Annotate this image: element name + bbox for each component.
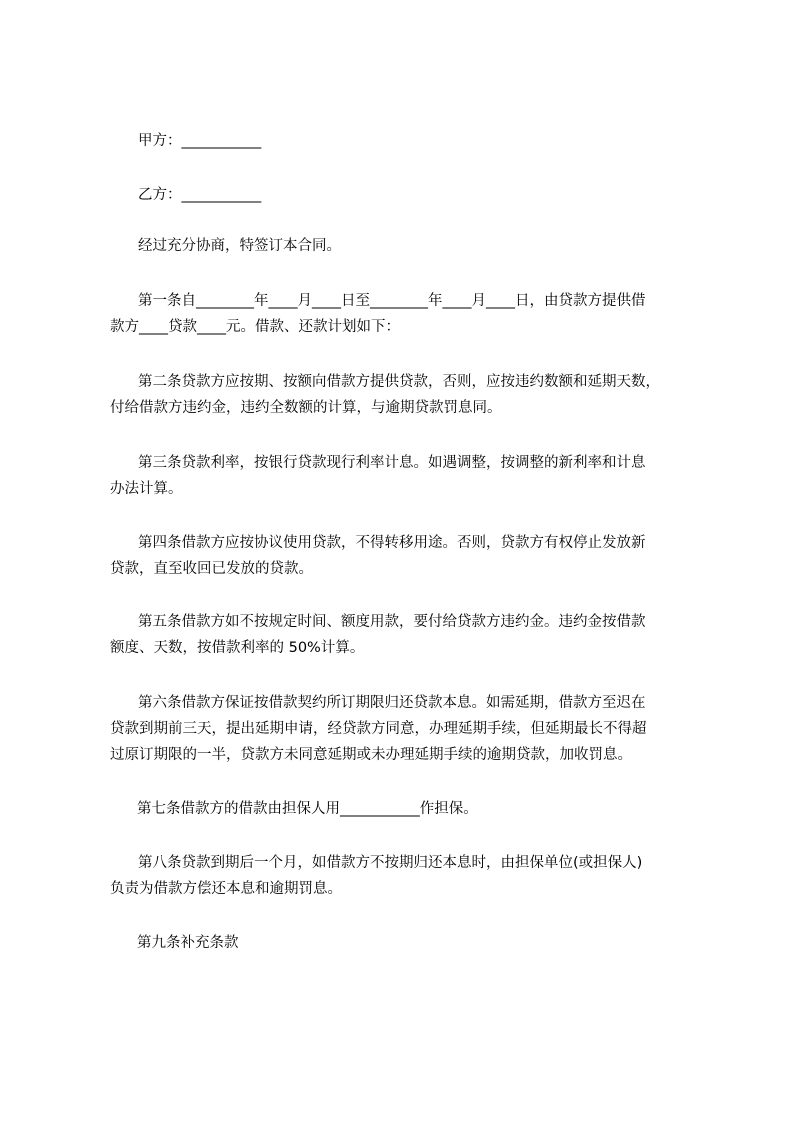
clause-2-paragraph — [110, 369, 710, 421]
clause-3-paragraph — [110, 450, 710, 502]
party-a-line — [110, 128, 738, 154]
clause-8-line-2: 负责为借款方偿还本息和逾期罚息。 — [110, 881, 342, 897]
clause-7-paragraph — [110, 796, 737, 822]
clause-5-line-2: 额度、天数，按借款利率的 50%计算。 — [110, 640, 365, 656]
clause-3-line-1: 第三条贷款利率，按银行贷款现行利率计息。如遇调整，按调整的新利率和计息 — [138, 455, 646, 471]
party-b-line — [110, 182, 738, 208]
clause-7-text: 第七条借款方的借款由担保人用___________作担保。 — [137, 801, 478, 817]
intro-text: 经过充分协商，特签订本合同。 — [138, 238, 341, 254]
clause-6-paragraph — [110, 690, 710, 768]
party-a-text: 甲方：___________ — [138, 133, 262, 149]
clause-4-paragraph — [110, 530, 710, 582]
clause-6-line-2: 贷款到期前三天，提出延期申请，经贷款方同意，办理延期手续，但延期最长不得超 — [110, 721, 647, 737]
clause-2-line-1: 第二条贷款方应按期、按额向借款方提供贷款，否则，应按违约数额和延期天数， — [138, 374, 660, 390]
clause-4-line-1: 第四条借款方应按协议使用贷款，不得转移用途。否则，贷款方有权停止发放新 — [138, 535, 646, 551]
clause-5-paragraph — [110, 609, 710, 661]
clause-8-paragraph — [110, 850, 710, 902]
clause-1-line-2: 款方____贷款____元。借款、还款计划如下： — [110, 319, 400, 335]
clause-6-line-3: 过原订期限的一半，贷款方未同意延期或未办理延期手续的逾期贷款，加收罚息。 — [110, 747, 632, 763]
clause-9-text: 第九条补充条款 — [137, 935, 239, 951]
clause-3-line-2: 办法计算。 — [110, 481, 183, 497]
clause-8-line-1: 第八条贷款到期后一个月，如借款方不按期归还本息时，由担保单位(或担保人) — [138, 855, 643, 871]
clause-4-line-2: 贷款，直至收回已发放的贷款。 — [110, 561, 313, 577]
intro-paragraph — [110, 233, 738, 259]
clause-1-paragraph — [110, 288, 710, 340]
clause-6-line-1: 第六条借款方保证按借款契约所订期限归还贷款本息。如需延期，借款方至迟在 — [138, 695, 646, 711]
party-b-text: 乙方：___________ — [138, 187, 262, 203]
clause-5-line-1: 第五条借款方如不按规定时间、额度用款，要付给贷款方违约金。违约金按借款 — [138, 614, 646, 630]
clause-9-paragraph — [110, 930, 737, 956]
clause-1-line-1: 第一条自________年____月____日至________年____月____日，由贷款方提供借 — [138, 293, 646, 309]
clause-2-line-2: 付给借款方违约金，违约全数额的计算，与逾期贷款罚息同。 — [110, 400, 502, 416]
